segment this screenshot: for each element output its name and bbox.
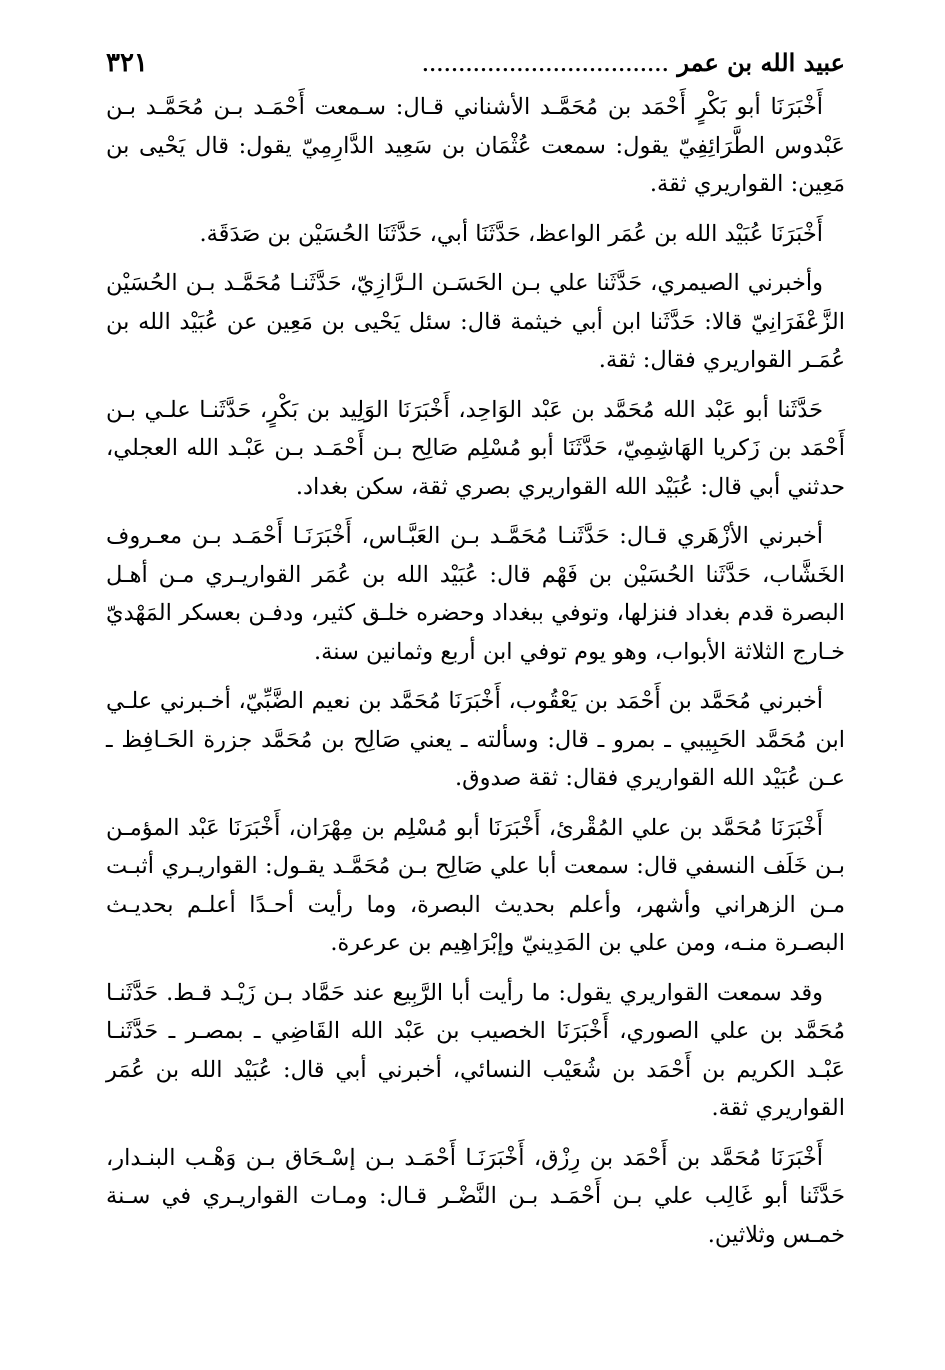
paragraph: وأخبرني الصيمري، حَدَّثَنا علي بـن الحَسَـن الـرَّازِيّ، حَدَّثَنـا مُحَمَّـد بـن الحُسَيْن الزَّعْفَرَانِيّ قالا: حَدَّثَنا ابن أبي خيثمة قال: سئل يَحْيى بن مَعِين عن عُبَيْد الله بن عُمَـر القواريري فقال: ثقة. <box>106 270 845 373</box>
paragraph: أَخْبَرَنَا مُحَمَّد بن علي المُقْرئ، أَخْبَرَنَا أبو مُسْلِم بن مِهْرَان، أَخْبَرَنَا عَبْد المؤمـن بـن خَلَف النسفي قال: سمعت أبا علي صَالِح بـن مُحَمَّـد يقـول: القواريـري أثبـت مـن الزهراني وأشهر، وأعلم بحديث البصرة، وما رأيت أحـدًا أعلـم بحديـث البصـرة منـه، ومن علي بن المَدِينيّ وإبْرَاهِيم بن عرعرة. <box>106 814 845 956</box>
page-number: ٣٢١ <box>106 48 148 78</box>
paragraph: أَخْبَرَنَا أبو بَكْرٍ أَحْمَد بن مُحَمَّـد الأشناني قـال: سـمعت أَحْمَـد بـن مُحَمَّـد بـن عَبْدوس الطَّرَائِفِيّ يقول: سمعت عُثْمَان بن سَعِيد الدَّارِمِيّ يقول: قال يَحْيى بن مَعِين: القواريري ثقة. <box>106 94 845 197</box>
paragraph: أخبرني الأزْهَري قـال: حَدَّثَنـا مُحَمَّـد بـن العَبَّـاس، أَخْبَرَنَـا أَحْمَـد بـن معـروف الخَشَّاب، حَدَّثَنا الحُسَيْن بن فَهْم قال: عُبَيْد الله بن عُمَر القواريـري مـن أهـل البصرة قدم بغداد فنزلها، وتوفي ببغداد وحضره خلـق كثير، ودفـن بعسكر المَهْديّ خـارج الثلاثة الأبواب، وهو يوم توفي ابن أربع وثمانين سنة. <box>106 523 845 665</box>
paragraph: أَخْبَرَنَا عُبَيْد الله بن عُمَر الواعظ، حَدَّثَنَا أبي، حَدَّثَنَا الحُسَيْن بن صَدَقَة. <box>199 220 823 247</box>
paragraph: وقد سمعت القواريري يقول: ما رأيت أبا الرَّبِيع عند حَمَّاد بـن زَيْـد قـط. حَدَّثَنـا مُحَمَّد بن علي الصوري، أَخْبَرَنَا الخصيب بن عَبْد الله القَاضِي ـ بمصـر ـ حَدَّثَنـا عَبْـد الكريم بن أَحْمَد بن شُعَيْب النسائي، أخبرني أبي قال: عُبَيْد الله بن عُمَر القواريري ثقة. <box>106 979 845 1121</box>
paragraph: أَخْبَرَنَا مُحَمَّد بن أَحْمَد بن رِزْق، أَخْبَرَنَـا أَحْمَـد بـن إسْـحَاق بـن وَهْـب البنـدار، حَدَّثَنا أبو غَالِب علي بـن أَحْمَـد بـن النَّضْـر قـال: ومـات القواريـري في سـنة خمـس وثلاثين. <box>106 1144 845 1248</box>
header-leader-dots: .................................. <box>422 55 670 76</box>
paragraph: أخبرني مُحَمَّد بن أَحْمَد بن يَعْقُوب، أَخْبَرَنَا مُحَمَّد بن نعيم الضَّبِّيّ، أخـبرني علـي ابن مُحَمَّد الحَبِيبي ـ بمرو ـ قال: وسألته ـ يعني صَالِح بن مُحَمَّد جزرة الحَـافِظ ـ عـن عُبَيْد الله القواريري فقال: ثقة صدوق. <box>106 688 845 791</box>
running-header <box>106 44 845 82</box>
running-title: عبيد الله بن عمر <box>677 48 845 77</box>
body-text <box>106 88 845 1254</box>
paragraph: حَدَّثَنا أبو عَبْد الله مُحَمَّد بن عَبْد الوَاحِد، أَخْبَرَنَا الوَلِيد بن بَكْرٍ، حَدَّثَنـا علـي بـن أَحْمَد بن زَكريا الهَاشِمِيّ، حَدَّثَنَا أبو مُسْلِم صَالِح بـن أَحْمَـد بـن عَبْـد الله العجلي، حدثني أبي قال: عُبَيْد الله القواريري بصري ثقة، سكن بغداد. <box>106 396 845 500</box>
